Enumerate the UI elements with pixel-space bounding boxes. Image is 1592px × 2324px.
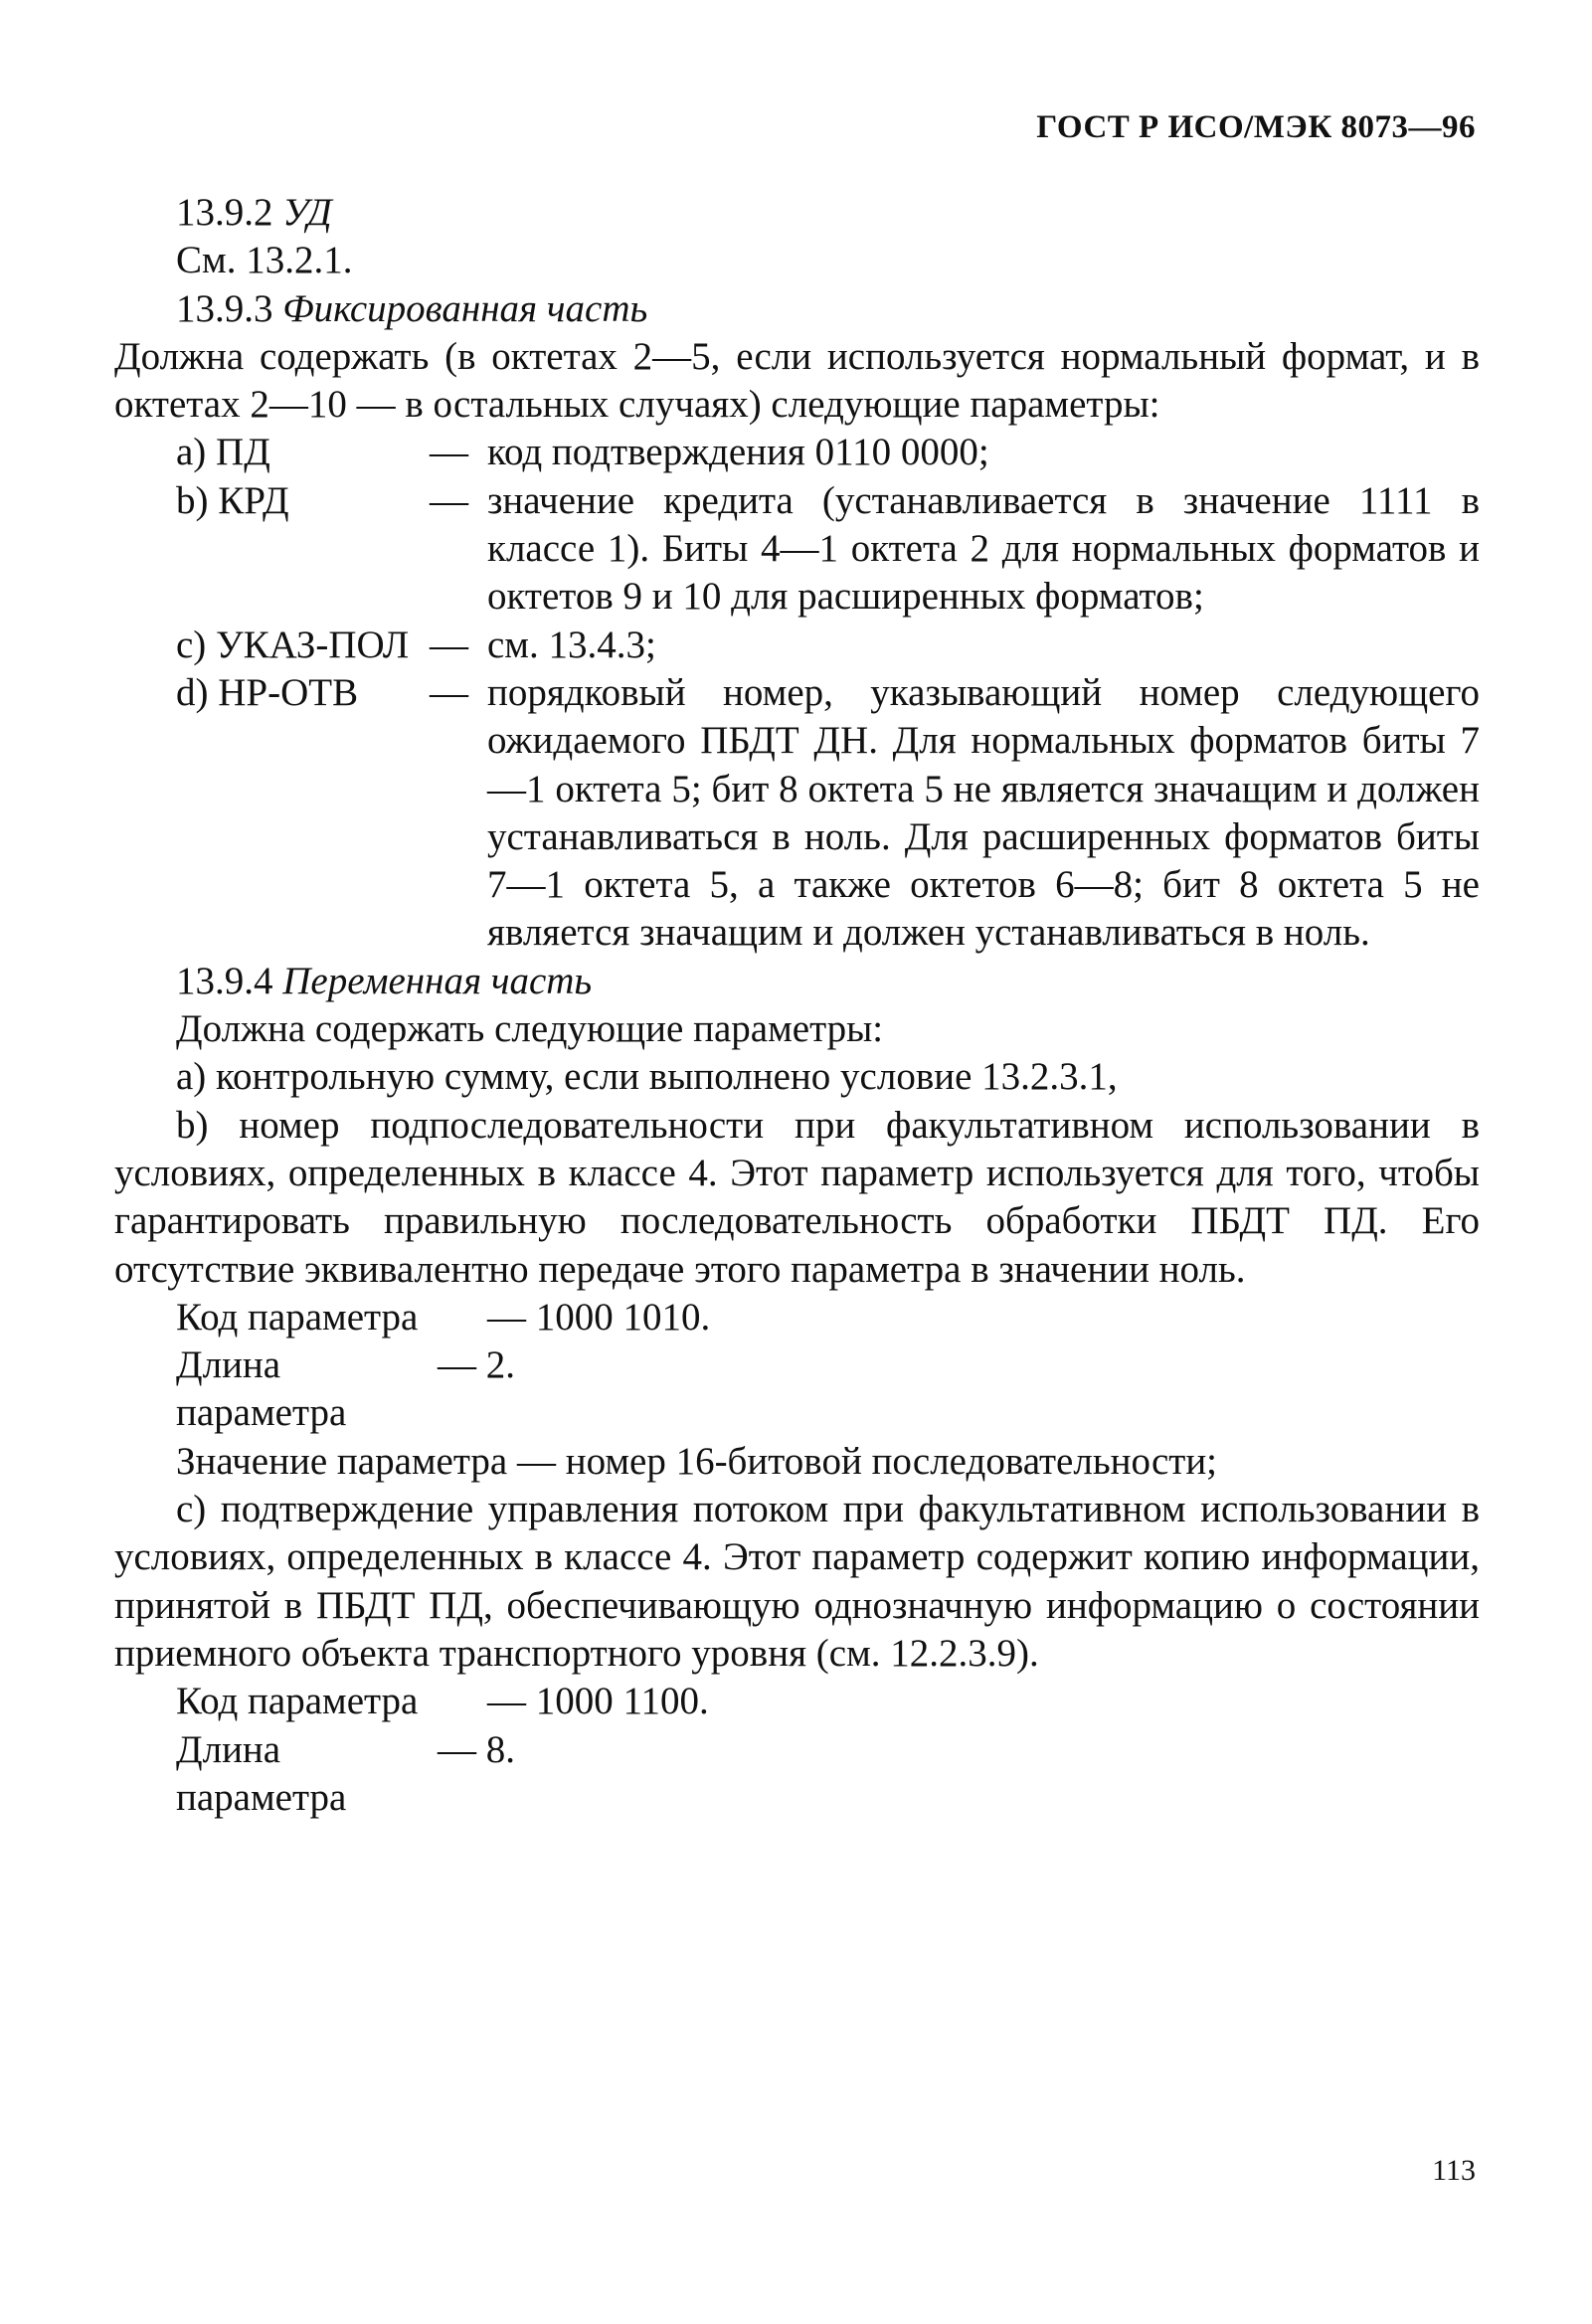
param-label: d) НР-ОТВ xyxy=(176,670,359,714)
param-dash: — xyxy=(430,670,468,714)
param-description: см. 13.4.3; xyxy=(487,623,656,666)
param-description: значение кредита (устанавливается в значение 1111 в классе 1). Биты 4—1 октета 2 для нормальных форматов и октетов 9 и 10 для расширенных форматов; xyxy=(487,478,1480,619)
param-row xyxy=(114,477,1480,622)
fixed-part-intro: Должна содержать (в октетах 2—5, если используется нормальный формат, и в октетах 2—10 — в остальных случаях) следующие параметры: xyxy=(114,334,1480,427)
param-code-label: Код параметра xyxy=(176,1295,419,1339)
param-dash: — xyxy=(430,431,468,474)
section-number: 13.9.2 xyxy=(176,191,283,234)
section-13-9-4-heading xyxy=(114,958,1480,1005)
param-length-value: — 8. xyxy=(438,1727,515,1771)
param-length-label: Длина параметра xyxy=(176,1727,347,1819)
document-body xyxy=(114,189,1480,1822)
section-13-9-3-heading xyxy=(114,285,1480,333)
section-number: 13.9.3 xyxy=(176,286,283,330)
param-label: а) ПД xyxy=(176,431,270,474)
section-13-9-2-heading xyxy=(114,189,1480,237)
section-title: Переменная часть xyxy=(282,959,593,1002)
param-dash: — xyxy=(430,478,468,522)
param-row xyxy=(114,622,1480,669)
param-label: с) УКАЗ-ПОЛ xyxy=(176,623,410,666)
param-row xyxy=(114,669,1480,958)
param-length-label: Длина параметра xyxy=(176,1343,347,1435)
param-code-line xyxy=(114,1294,1480,1341)
section-title: Фиксированная часть xyxy=(282,286,648,330)
see-reference: См. 13.2.1. xyxy=(176,239,353,282)
param-description: код подтверждения 0110 0000; xyxy=(487,431,989,474)
section-title: УД xyxy=(282,191,332,234)
variable-part-intro: Должна содержать следующие параметры: xyxy=(176,1007,884,1051)
param-code-label: Код параметра xyxy=(176,1680,419,1723)
param-length-value: — 2. xyxy=(438,1343,515,1387)
list-item-a: а) контрольную сумму, если выполнено условие 13.2.3.1, xyxy=(176,1055,1118,1099)
param-length-line xyxy=(114,1341,1480,1438)
param-label: b) КРД xyxy=(176,478,289,522)
param-row xyxy=(114,429,1480,476)
list-item-b: b) номер подпоследовательности при факультативном использовании в условиях, определенных в классе 4. Этот параметр используется для того, чтобы гарантировать правильную последовательность обработки ПБДТ ПД. Его отсутствие эквивалентно передаче этого параметра в значении ноль. xyxy=(114,1103,1480,1291)
page-number: 113 xyxy=(1432,2154,1476,2187)
param-code-value: — 1000 1010. xyxy=(487,1295,711,1339)
standard-header: ГОСТ Р ИСО/МЭК 8073—96 xyxy=(1036,109,1476,145)
param-code-line xyxy=(114,1678,1480,1725)
param-length-line xyxy=(114,1726,1480,1823)
param-code-value: — 1000 1100. xyxy=(487,1680,709,1723)
list-item-c: с) подтверждение управления потоком при факультативном использовании в условиях, определенных в классе 4. Этот параметр содержит копию информации, принятой в ПБДТ ПД, обеспечивающую однозначную информацию о состоянии приемного объекта транспортного уровня (см. 12.2.3.9). xyxy=(114,1488,1480,1675)
param-description: порядковый номер, указывающий номер следующего ожидаемого ПБДТ ДН. Для нормальных форматов биты 7—1 октета 5; бит 8 октета 5 не является значащим и должен устанавливаться в ноль. Для расширенных форматов биты 7—1 октета 5, а также октетов 6—8; бит 8 октета 5 не является значащим и должен устанавливаться в ноль. xyxy=(487,670,1480,955)
param-value-line: Значение параметра — номер 16-битовой последовательности; xyxy=(176,1439,1218,1483)
param-dash: — xyxy=(430,623,468,666)
section-number: 13.9.4 xyxy=(176,959,283,1002)
